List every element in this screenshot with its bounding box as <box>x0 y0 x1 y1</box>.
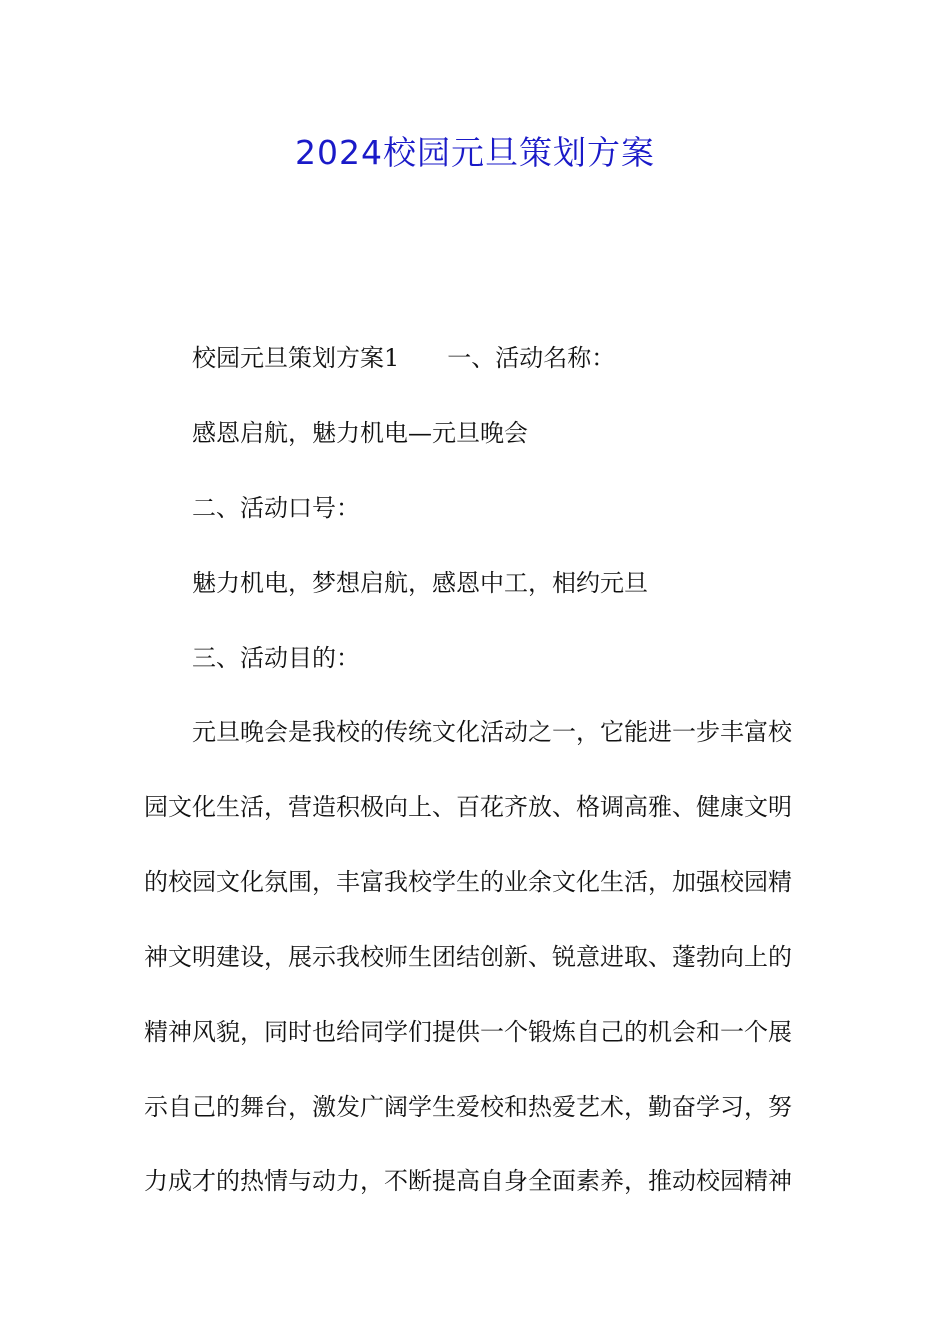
section2-heading: 二、活动口号： <box>192 494 360 522</box>
section1-heading: 一、活动名称： <box>447 344 616 372</box>
purpose-line: 园文化生活，营造积极向上、百花齐放、格调高雅、健康文明 <box>144 793 792 821</box>
purpose-line: 元旦晚会是我校的传统文化活动之一，它能进一步丰富校 <box>192 718 792 746</box>
plan-heading-line <box>192 340 872 376</box>
document-title: 2024校园元旦策划方案 <box>295 133 655 172</box>
purpose-line: 示自己的舞台，激发广阔学生爱校和热爱艺术，勤奋学习，努 <box>144 1093 792 1121</box>
section3-heading: 三、活动目的： <box>192 644 360 672</box>
event-name: 感恩启航，魅力机电—元旦晚会 <box>192 419 528 447</box>
purpose-line: 神文明建设，展示我校师生团结创新、锐意进取、蓬勃向上的 <box>144 943 792 971</box>
purpose-line: 力成才的热情与动力，不断提高自身全面素养，推动校园精神 <box>144 1167 792 1195</box>
purpose-line: 精神风貌，同时也给同学们提供一个锻炼自己的机会和一个展 <box>144 1018 792 1046</box>
slogan: 魅力机电，梦想启航，感恩中工，相约元旦 <box>192 569 648 597</box>
purpose-line: 的校园文化氛围，丰富我校学生的业余文化生活，加强校园精 <box>144 868 792 896</box>
plan-heading: 校园元旦策划方案1 <box>192 344 400 372</box>
